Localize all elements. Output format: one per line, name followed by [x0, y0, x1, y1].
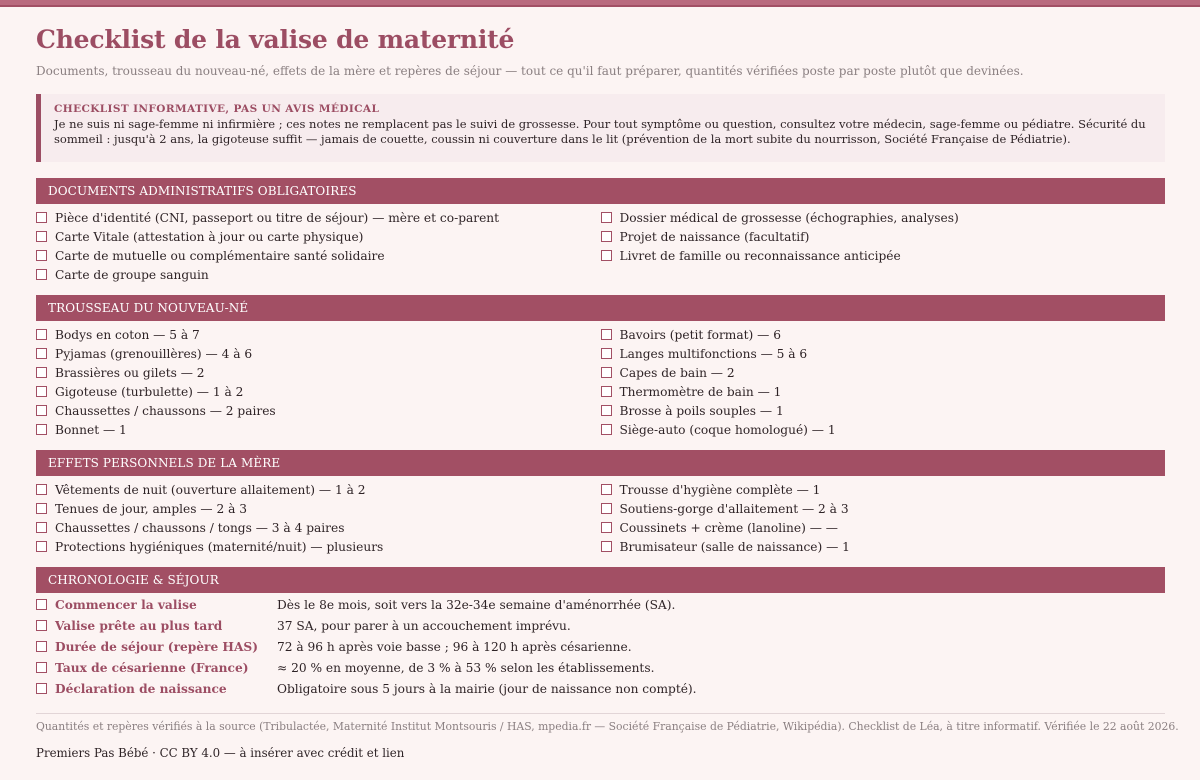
disclaimer-text: Je ne suis ni sage-femme ni infirmière ; ces notes ne remplacent pas le suivi de grossesse. Pour tout symptôme ou question, consultez votre médecin, sage-femme ou pédiatre. Sécurité du sommeil : jusqu'à 2 ans, la gigoteuse suffit — jamais de couette, coussin ni couverture dans le lit (prévention de la mort subite du nourrisson, Société Française de Pédiatrie).	[54, 117, 1146, 146]
checklist-item[interactable]	[36, 344, 601, 363]
checklist-item-label: Brumisateur (salle de naissance) — 1	[619, 539, 850, 554]
documents-right-column	[601, 208, 1166, 284]
medical-disclaimer	[36, 94, 1165, 162]
chrono-value: 37 SA, pour parer à un accouchement imprévu.	[277, 618, 571, 633]
checklist-item-label: Capes de bain — 2	[619, 365, 735, 380]
checkbox[interactable]	[36, 620, 47, 631]
credit-line: Premiers Pas Bébé · CC BY 4.0 — à insérer avec crédit et lien	[36, 746, 405, 760]
checklist-item[interactable]	[601, 363, 1166, 382]
checkbox[interactable]	[601, 348, 612, 359]
checklist-item[interactable]	[601, 208, 1166, 227]
chronologie-rows	[36, 593, 1165, 699]
documents-left-column	[36, 208, 601, 284]
trousseau-left-column	[36, 325, 601, 439]
page-subtitle: Documents, trousseau du nouveau-né, effets de la mère et repères de séjour — tout ce qu'il faut préparer, quantités vérifiées poste par poste plutôt que devinées.	[36, 64, 1024, 78]
checklist-item-label: Brosse à poils souples — 1	[619, 403, 784, 418]
checklist-item-label: Carte de mutuelle ou complémentaire santé solidaire	[55, 248, 385, 263]
chrono-value: 72 à 96 h après voie basse ; 96 à 120 h après césarienne.	[277, 639, 632, 654]
checklist-item[interactable]	[36, 208, 601, 227]
checklist-item-label: Projet de naissance (facultatif)	[619, 229, 810, 244]
checkbox[interactable]	[36, 522, 47, 533]
effets-right-column	[601, 480, 1166, 556]
checklist-item-label: Thermomètre de bain — 1	[619, 384, 782, 399]
section-header-documents: DOCUMENTS ADMINISTRATIFS OBLIGATOIRES	[36, 178, 1165, 204]
checkbox[interactable]	[601, 522, 612, 533]
checklist-item-label: Gigoteuse (turbulette) — 1 à 2	[55, 384, 244, 399]
chrono-value: Dès le 8e mois, soit vers la 32e-34e semaine d'aménorrhée (SA).	[277, 597, 676, 612]
checkbox[interactable]	[601, 212, 612, 223]
checkbox[interactable]	[36, 541, 47, 552]
checklist-item-label: Livret de famille ou reconnaissance anticipée	[619, 248, 901, 263]
checklist-item-label: Pièce d'identité (CNI, passeport ou titre de séjour) — mère et co-parent	[55, 210, 500, 225]
checklist-item[interactable]	[36, 480, 601, 499]
checklist-item-label: Brassières ou gilets — 2	[55, 365, 205, 380]
checkbox[interactable]	[601, 503, 612, 514]
checklist-item[interactable]	[36, 382, 601, 401]
checkbox[interactable]	[36, 599, 47, 610]
checklist-item-label: Dossier médical de grossesse (échographies, analyses)	[619, 210, 959, 225]
checklist-item-label: Chaussettes / chaussons / tongs — 3 à 4 paires	[55, 520, 345, 535]
checkbox[interactable]	[36, 662, 47, 673]
chrono-label: Valise prête au plus tard	[55, 618, 223, 633]
checklist-item[interactable]	[601, 246, 1166, 265]
checklist-item-label: Carte Vitale (attestation à jour ou carte physique)	[55, 229, 364, 244]
checklist-item[interactable]	[36, 325, 601, 344]
checklist-item[interactable]	[36, 537, 601, 556]
checklist-item-label: Coussinets + crème (lanoline) — —	[619, 520, 838, 535]
checklist-item[interactable]	[601, 325, 1166, 344]
section-chronologie	[36, 567, 1165, 699]
checkbox[interactable]	[601, 424, 612, 435]
effets-left-column	[36, 480, 601, 556]
checkbox[interactable]	[36, 641, 47, 652]
trousseau-right-column	[601, 325, 1166, 439]
disclaimer-title: CHECKLIST INFORMATIVE, PAS UN AVIS MÉDICAL	[54, 103, 380, 115]
checklist-item[interactable]	[601, 382, 1166, 401]
checklist-item-label: Bodys en coton — 5 à 7	[55, 327, 200, 342]
checklist-item[interactable]	[36, 363, 601, 382]
chrono-label: Déclaration de naissance	[55, 681, 227, 696]
checkbox[interactable]	[601, 367, 612, 378]
chrono-row[interactable]	[36, 615, 1165, 636]
checkbox[interactable]	[601, 329, 612, 340]
checklist-item[interactable]	[601, 227, 1166, 246]
section-header-effets: EFFETS PERSONNELS DE LA MÈRE	[36, 450, 1165, 476]
checkbox[interactable]	[36, 683, 47, 694]
checklist-item-label: Bonnet — 1	[55, 422, 127, 437]
checkbox[interactable]	[36, 250, 47, 261]
section-header-chronologie: CHRONOLOGIE & SÉJOUR	[36, 567, 1165, 593]
top-accent-bar	[0, 0, 1200, 7]
checklist-item[interactable]	[601, 401, 1166, 420]
checkbox[interactable]	[36, 367, 47, 378]
checkbox[interactable]	[601, 250, 612, 261]
checklist-item[interactable]	[36, 265, 601, 284]
checkbox[interactable]	[36, 386, 47, 397]
checklist-item-label: Carte de groupe sanguin	[55, 267, 209, 282]
checkbox[interactable]	[36, 269, 47, 280]
checklist-item[interactable]	[36, 401, 601, 420]
checklist-item-label: Pyjamas (grenouillères) — 4 à 6	[55, 346, 253, 361]
checklist-item[interactable]	[36, 518, 601, 537]
checklist-item[interactable]	[36, 420, 601, 439]
checklist-item-label: Bavoirs (petit format) — 6	[619, 327, 781, 342]
checkbox[interactable]	[36, 484, 47, 495]
chrono-value: ≈ 20 % en moyenne, de 3 % à 53 % selon les établissements.	[277, 660, 655, 675]
section-trousseau	[36, 295, 1165, 439]
checklist-item[interactable]	[36, 227, 601, 246]
checklist-item-label: Vêtements de nuit (ouverture allaitement) — 1 à 2	[55, 482, 366, 497]
chrono-row[interactable]	[36, 594, 1165, 615]
checkbox[interactable]	[601, 541, 612, 552]
chrono-label: Taux de césarienne (France)	[55, 660, 249, 675]
checkbox[interactable]	[36, 348, 47, 359]
checkbox[interactable]	[36, 424, 47, 435]
chrono-row[interactable]	[36, 636, 1165, 657]
checklist-item-label: Trousse d'hygiène complète — 1	[619, 482, 821, 497]
section-documents	[36, 178, 1165, 284]
checkbox[interactable]	[601, 405, 612, 416]
chrono-row[interactable]	[36, 678, 1165, 699]
checklist-item-label: Tenues de jour, amples — 2 à 3	[55, 501, 247, 516]
checklist-item-label: Protections hygiéniques (maternité/nuit) — plusieurs	[55, 539, 384, 554]
chrono-label: Durée de séjour (repère HAS)	[55, 639, 258, 654]
checklist-item-label: Langes multifonctions — 5 à 6	[619, 346, 808, 361]
checklist-item[interactable]	[36, 246, 601, 265]
checkbox[interactable]	[601, 386, 612, 397]
checklist-item-label: Soutiens-gorge d'allaitement — 2 à 3	[619, 501, 849, 516]
section-effets-mere	[36, 450, 1165, 556]
checklist-item-label: Siège-auto (coque homologué) — 1	[619, 422, 836, 437]
checklist-item-label: Chaussettes / chaussons — 2 paires	[55, 403, 276, 418]
checklist-item[interactable]	[601, 420, 1166, 439]
checkbox[interactable]	[36, 212, 47, 223]
checkbox[interactable]	[601, 231, 612, 242]
checklist-item[interactable]	[601, 499, 1166, 518]
chrono-value: Obligatoire sous 5 jours à la mairie (jour de naissance non compté).	[277, 681, 697, 696]
checkbox[interactable]	[36, 405, 47, 416]
checkbox[interactable]	[36, 231, 47, 242]
checklist-item[interactable]	[36, 499, 601, 518]
checklist-item[interactable]	[601, 344, 1166, 363]
checkbox[interactable]	[36, 329, 47, 340]
sources-note: Quantités et repères vérifiés à la source (Tribulactée, Maternité Institut Montsouris / HAS, mpedia.fr — Société Française de Pédiatrie, Wikipédia). Checklist de Léa, à titre informatif. Vérifiée le 22 août 2026.	[36, 720, 1179, 733]
section-header-trousseau: TROUSSEAU DU NOUVEAU-NÉ	[36, 295, 1165, 321]
page-title: Checklist de la valise de maternité	[36, 25, 515, 54]
checklist-item[interactable]	[601, 480, 1166, 499]
checkbox[interactable]	[36, 503, 47, 514]
checklist-item[interactable]	[601, 518, 1166, 537]
checkbox[interactable]	[601, 484, 612, 495]
chrono-label: Commencer la valise	[55, 597, 197, 612]
footer-divider	[36, 713, 1165, 714]
checklist-item[interactable]	[601, 537, 1166, 556]
chrono-row[interactable]	[36, 657, 1165, 678]
